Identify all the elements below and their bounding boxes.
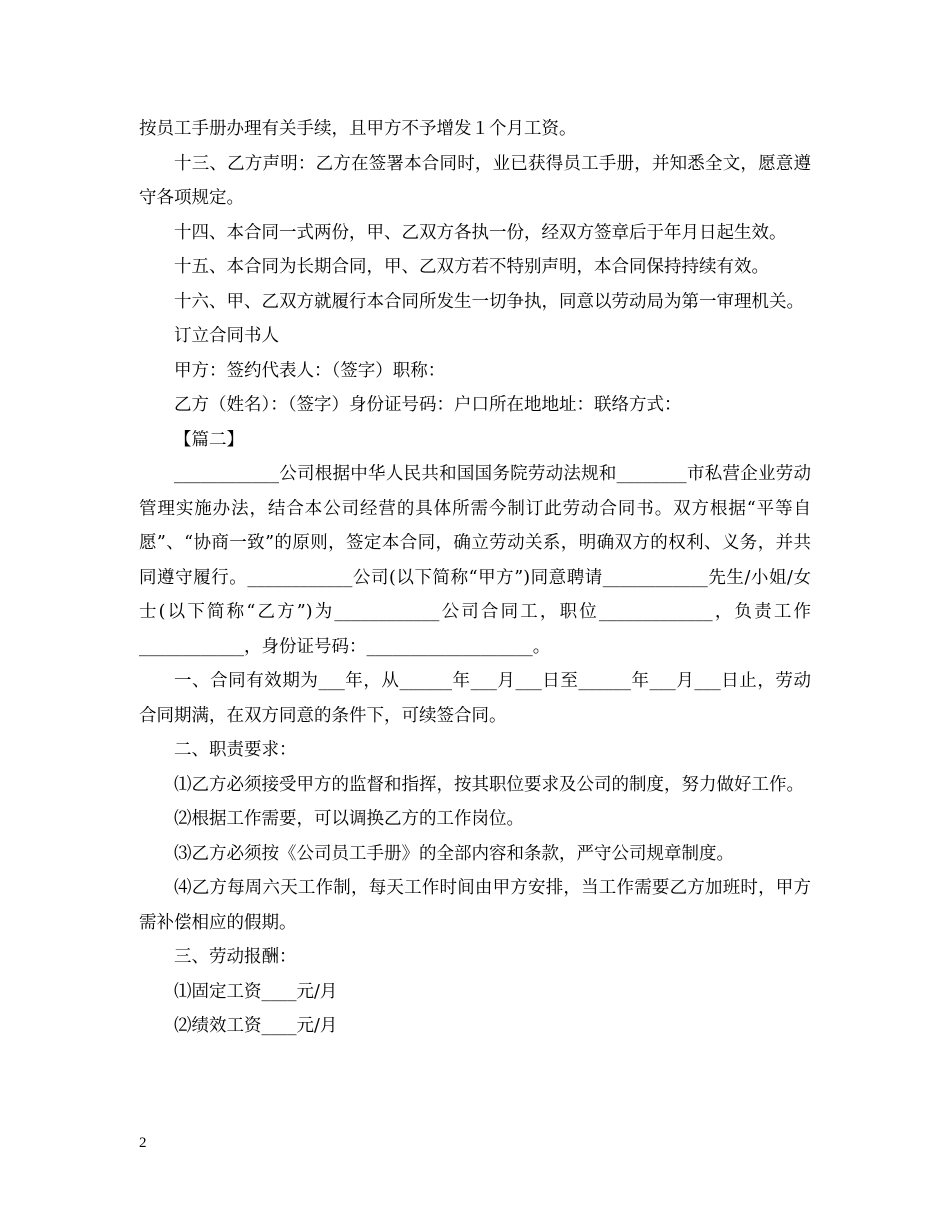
paragraph-5: 十六、甲、乙双方就履行本合同所发生一切争执，同意以劳动局为第一审理机关。 [174, 291, 804, 312]
paragraph-3: 十四、本合同一式两份，甲、乙双方各执一份，经双方签章后于年月日起生效。 [174, 222, 787, 243]
paragraph-18: ⑴固定工资____元/月 [174, 981, 338, 1002]
paragraph-13: ⑴乙方必须接受甲方的监督和指挥，按其职位要求及公司的制度，努力做好工作。 [174, 774, 804, 795]
paragraph-8: 乙方（姓名）：（签字）身份证号码：户口所在地地址：联络方式： [174, 395, 682, 415]
paragraph-4: 十五、本合同为长期合同，甲、乙双方若不特别声明，本合同保持持续有效。 [174, 257, 769, 277]
paragraph-12: 二、职责要求： [174, 740, 297, 760]
paragraph-14: ⑵根据工作需要，可以调换乙方的工作岗位。 [174, 809, 524, 829]
section-heading: 【篇二】 [174, 429, 244, 450]
paragraph-7: 甲方：签约代表人：（签字）职称： [174, 360, 446, 381]
paragraph-1: 按员工手册办理有关手续，且甲方不予增发１个月工资。 [139, 119, 577, 139]
paragraph-16: ⑷乙方每周六天工作制，每天工作时间由甲方安排，当工作需要乙方加班时，甲方需补偿相应的假期。 [139, 878, 811, 933]
paragraph-2: 十三、乙方声明：乙方在签署本合同时，业已获得员工手册，并知悉全文，愿意遵守各项规定。 [139, 153, 811, 208]
paragraph-17: 三、劳动报酬： [174, 947, 297, 967]
paragraph-6: 订立合同书人 [174, 326, 279, 346]
paragraph-19: ⑵绩效工资____元/月 [174, 1016, 338, 1036]
document-body [139, 112, 811, 1044]
paragraph-11: 一、合同有效期为___年，从______年___月___日至______年___月___日止，劳动合同期满，在双方同意的条件下，可续签合同。 [139, 671, 811, 726]
page-number: 2 [139, 1135, 147, 1151]
paragraph-15: ⑶乙方必须按《公司员工手册》的全部内容和条款，严守公司规章制度。 [174, 843, 734, 864]
paragraph-10: ____________公司根据中华人民共和国国务院劳动法规和________市私营企业劳动管理实施办法，结合本公司经营的具体所需今制订此劳动合同书。双方根据“平等自愿”、“协商一致”的原则，签定本合同，确立劳动关系，明确双方的权利、义务，并共同遵守履行。____________公司(以下简称“甲方”)同意聘请____________先生/小姐/女士(以下简称“乙方”)为____________公司合同工，职位_____________，负责工作____________，身份证号码：___________________。 [139, 464, 811, 657]
